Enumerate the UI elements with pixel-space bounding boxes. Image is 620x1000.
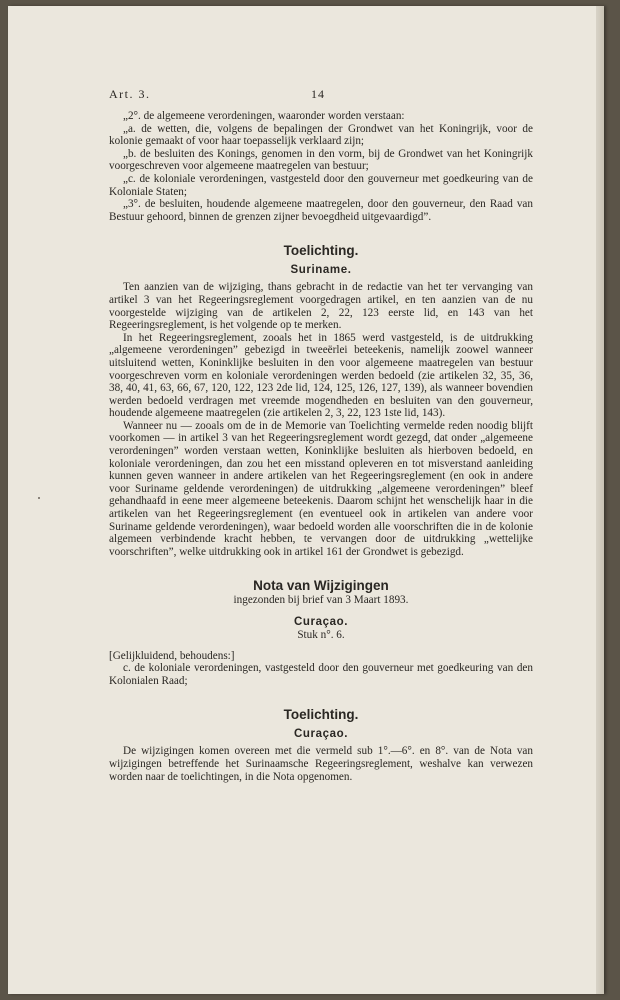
page-content [109, 88, 533, 783]
curacao-2-subheading: Curaçao. [293, 728, 348, 741]
curacao-subheading: Curaçao. [293, 616, 348, 628]
intro-paragraph-4: „c. de koloniale verordeningen, vastgesteld door den gouverneur met goedkeuring van de Koloniale Staten; [109, 172, 533, 198]
toelichting-paragraph-3: Wanneer nu — zooals om de in de Memorie van Toelichting vermelde reden noodig blijft voorkomen — in artikel 3 van het Regeeringsreglement wordt gezegd, dat onder „algemeene verordeningen” worden verstaan wetten, Koninklijke besluiten als hierboven bedoeld, en koloniale verordeningen, dan zou het een misstand opleveren en tot misverstand aanleiding kunnen geven wanneer in andere artikelen van het Regeeringsreglement (en ook in andere voor Suriname geldende verordeningen) de uitdrukking „algemeene verordeningen” bleef gehandhaafd in eene meer algemeene beteekenis. Daarom schijnt het wenschelijk haar in die artikelen van het Regeeringsreglement (en eventueel ook in artikelen van andere voor Suriname geldende verordeningen), waar bedoeld worden alle voorschriften die in de kolonie algemeen verbindende kracht hebben, te vervangen door de uitdrukking „wettelijke voorschriften”, welke uitdrukking ook in artikel 161 der Grondwet is gebezigd. [109, 419, 533, 558]
toelichting-paragraph-2: In het Regeeringsreglement, zooals het in 1865 werd vastgesteld, is de uitdrukking „algemeene verordeningen” gebezigd in tweeërlei beteekenis, namelijk zoowel wanneer uitsluitend wetten, Koninklijke besluiten in den voor algemeene maatregelen van bestuur voorgeschreven vorm en koloniale verordeningen werden bedoeld (zie artikelen 32, 35, 36, 38, 40, 41, 63, 66, 67, 120, 122, 123 2de lid, 124, 125, 126, 127, 139), als wanneer bovendien werden bedoeld verdragen met vreemde mogendheden en besluiten van den gouverneur, houdende algemeene maatregelen (zie artikelen 2, 3, 22, 123 1ste lid, 143). [109, 331, 533, 420]
suriname-subheading: Suriname. [290, 264, 352, 277]
article-label: Art. 3. [109, 87, 151, 101]
nota-heading: Nota van Wijzigingen [253, 578, 389, 594]
document-number: Stuk n°. 6. [297, 629, 345, 641]
page-number: 14 [311, 87, 325, 101]
toelichting-2-heading: Toelichting. [283, 707, 359, 723]
nota-bracket-line: [Gelijkluidend, behoudens:] [109, 649, 235, 662]
toelichting-paragraph-1: Ten aanzien van de wijziging, thans gebracht in de redactie van het ter vervanging van artikel 3 van het Regeeringsreglement voorgedragen artikel, en ten aanzien van de nu voorgestelde wijziging van de artikelen 2, 22, 123 eerste lid, en 143 van het Regeeringsreglement, is het volgende op te merken. [109, 281, 533, 332]
nota-subtitle: ingezonden bij brief van 3 Maart 1893. [233, 594, 409, 607]
running-head [109, 88, 533, 110]
intro-paragraph-5: „3°. de besluiten, houdende algemeene maatregelen, door den gouverneur, den Raad van Bestuur gehoord, binnen de grenzen zijner bevoegdheid uitgevaardigd”. [109, 198, 533, 223]
intro-paragraph-3: „b. de besluiten des Konings, genomen in den vorm, bij de Grondwet van het Koningrijk voorgeschreven voor algemeene maatregelen van bestuur; [109, 147, 533, 173]
toelichting-heading: Toelichting. [283, 243, 359, 259]
speck-mark [38, 497, 40, 499]
toelichting-2-paragraph: De wijzigingen komen overeen met die vermeld sub 1°.—6°. en 8°. van de Nota van wijzigingen betreffende het Surinaamsche Regeeringsreglement, weshalve kan verwezen worden naar de toelichtingen, in die Nota opgenomen. [109, 745, 533, 783]
intro-paragraph-2: „a. de wetten, die, volgens de bepalingen der Grondwet van het Koningrijk, voor de kolonie gemaakt of voor haar toepasselijk verklaard zijn; [109, 122, 533, 148]
page-edge-shadow [596, 6, 604, 994]
intro-paragraph-1: „2°. de algemeene verordeningen, waaronder worden verstaan: [123, 110, 405, 122]
nota-paragraph: c. de koloniale verordeningen, vastgesteld door den gouverneur met goedkeuring van den Kolonialen Raad; [109, 662, 533, 687]
